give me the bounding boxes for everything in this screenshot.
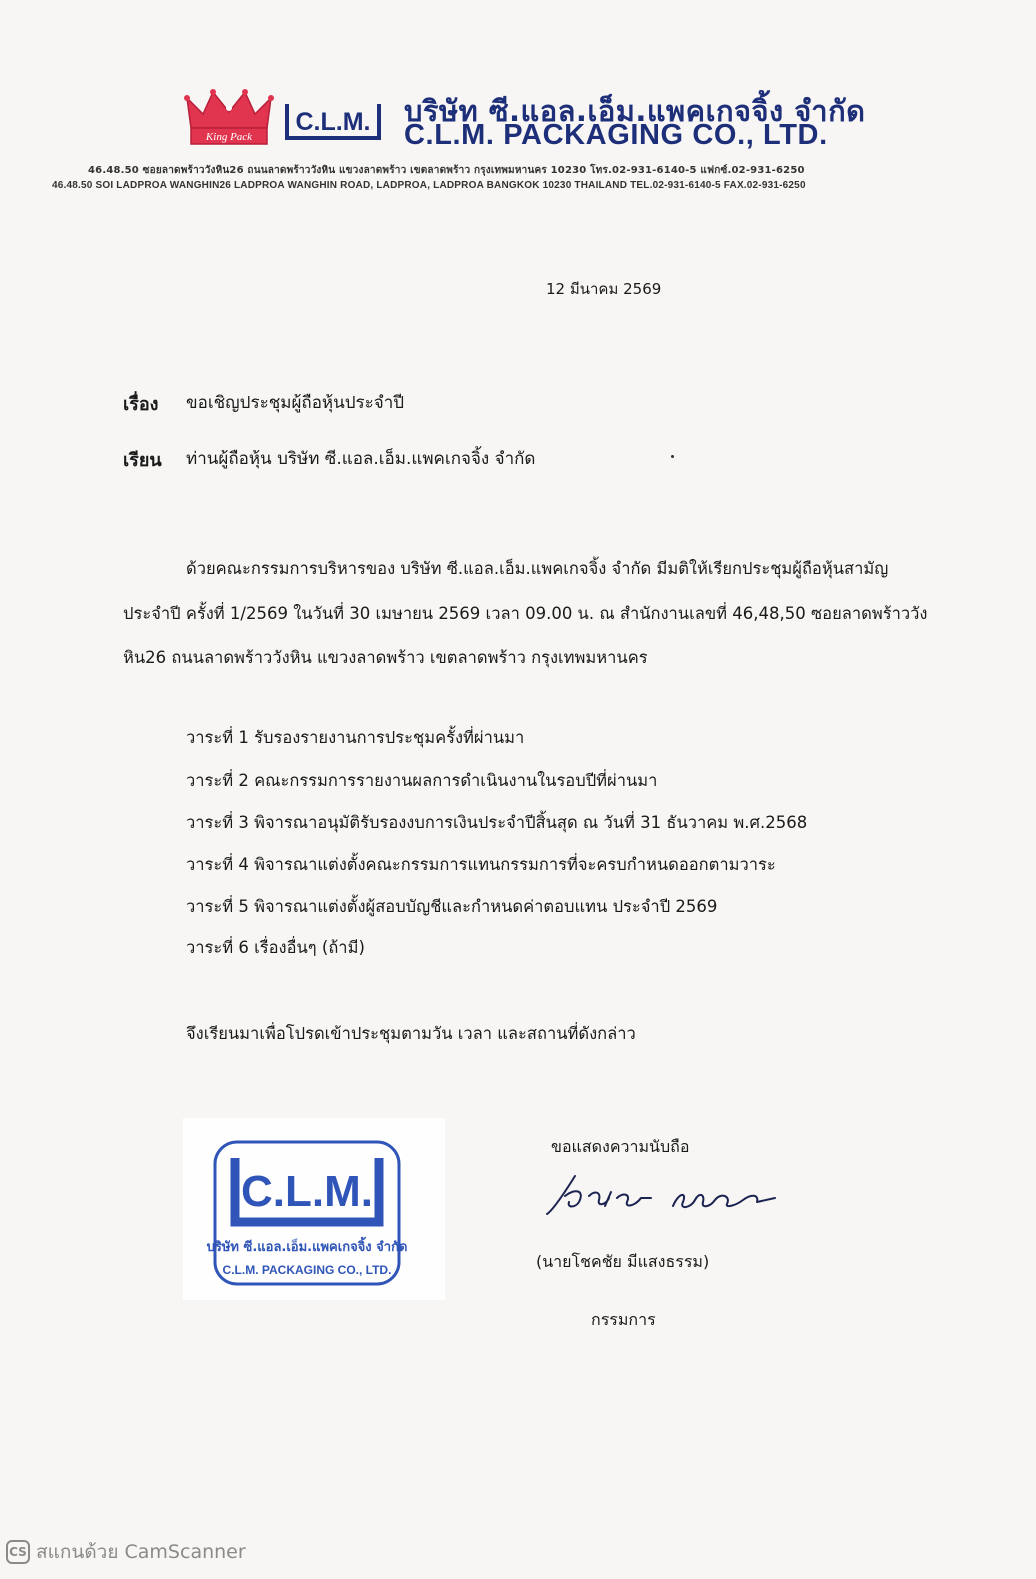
svg-text:C.L.M. PACKAGING CO., LTD.: C.L.M. PACKAGING CO., LTD. [222, 1263, 392, 1277]
recipient-label: เรียน [123, 450, 162, 471]
agenda-item: วาระที่ 6 เรื่องอื่นๆ (ถ้ามี) [186, 938, 365, 957]
camscanner-icon: CS [6, 1540, 30, 1564]
company-name-english: C.L.M. PACKAGING CO., LTD. [404, 119, 828, 151]
svg-text:King Pack: King Pack [205, 131, 253, 143]
signer-name: (นายโชคชัย มีแสงธรรม) [536, 1252, 710, 1271]
king-pack-crown-logo [183, 88, 275, 150]
recipient-text: ท่านผู้ถือหุ้น บริษัท ซี.แอล.เอ็ม.แพคเกจจิ้ง จำกัด [186, 449, 536, 469]
agenda-item: วาระที่ 5 พิจารณาแต่งตั้งผู้สอบบัญชีและกำหนดค่าตอบแทน ประจำปี 2569 [186, 897, 718, 916]
body-paragraph-line: ด้วยคณะกรรมการบริหารของ บริษัท ซี.แอล.เอ็ม.แพคเกจจิ้ง จำกัด มีมติให้เรียกประชุมผู้ถือหุ้นสามัญ [186, 559, 889, 578]
company-address-english: 46.48.50 SOI LADPROA WANGHIN26 LADPROA WANGHIN ROAD, LADPROA, LADPROA BANGKOK 10230 THAILAND TEL.02-931-6140-5 FAX.02-931-6250 [52, 180, 806, 191]
regards-text: ขอแสดงความนับถือ [551, 1137, 690, 1156]
svg-text:C.L.M.: C.L.M. [295, 108, 371, 136]
agenda-item: วาระที่ 2 คณะกรรมการรายงานผลการดำเนินงานในรอบปีที่ผ่านมา [186, 771, 658, 790]
subject-label: เรื่อง [123, 394, 159, 415]
svg-text:บริษัท ซี.แอล.เอ็ม.แพคเกจจิ้ง: บริษัท ซี.แอล.เอ็ม.แพคเกจจิ้ง จำกัด [206, 1240, 408, 1255]
agenda-item: วาระที่ 4 พิจารณาแต่งตั้งคณะกรรมการแทนกรรมการที่จะครบกำหนดออกตามวาระ [186, 855, 776, 874]
company-address-thai: 46.48.50 ซอยลาดพร้าววังหิน26 ถนนลาดพร้าววังหิน แขวงลาดพร้าว เขตลาดพร้าว กรุงเทพมหานคร 10230 โทร.02-931-6140-5 แฟกซ์.02-931-6250 [88, 165, 805, 176]
camscanner-text: สแกนด้วย CamScanner [36, 1541, 246, 1563]
clm-header-logo [283, 100, 383, 142]
subject-text: ขอเชิญประชุมผู้ถือหุ้นประจำปี [186, 393, 405, 413]
agenda-item: วาระที่ 3 พิจารณาอนุมัติรับรองงบการเงินประจำปีสิ้นสุด ณ วันที่ 31 ธันวาคม พ.ศ.2568 [186, 813, 808, 832]
closing-sentence: จึงเรียนมาเพื่อโปรดเข้าประชุมตามวัน เวลา และสถานที่ดังกล่าว [186, 1024, 636, 1043]
company-name-thai: บริษัท ซี.แอล.เอ็ม.แพคเกจจิ้ง จำกัด [404, 94, 866, 128]
camscanner-watermark [6, 1537, 246, 1567]
company-stamp [183, 1118, 445, 1300]
scan-speck [671, 455, 674, 458]
letter-date: 12 มีนาคม 2569 [546, 280, 662, 298]
body-paragraph-line: ประจำปี ครั้งที่ 1/2569 ในวันที่ 30 เมษายน 2569 เวลา 09.00 น. ณ สำนักงานเลขที่ 46,48,50 ซอยลาดพร้าววัง [123, 604, 928, 623]
agenda-item: วาระที่ 1 รับรองรายงานการประชุมครั้งที่ผ่านมา [186, 728, 525, 747]
body-paragraph-line: หิน26 ถนนลาดพร้าววังหิน แขวงลาดพร้าว เขตลาดพร้าว กรุงเทพมหานคร [123, 648, 648, 667]
signer-position: กรรมการ [591, 1310, 656, 1329]
svg-text:C.L.M.: C.L.M. [241, 1167, 373, 1216]
handwritten-signature [545, 1162, 780, 1224]
